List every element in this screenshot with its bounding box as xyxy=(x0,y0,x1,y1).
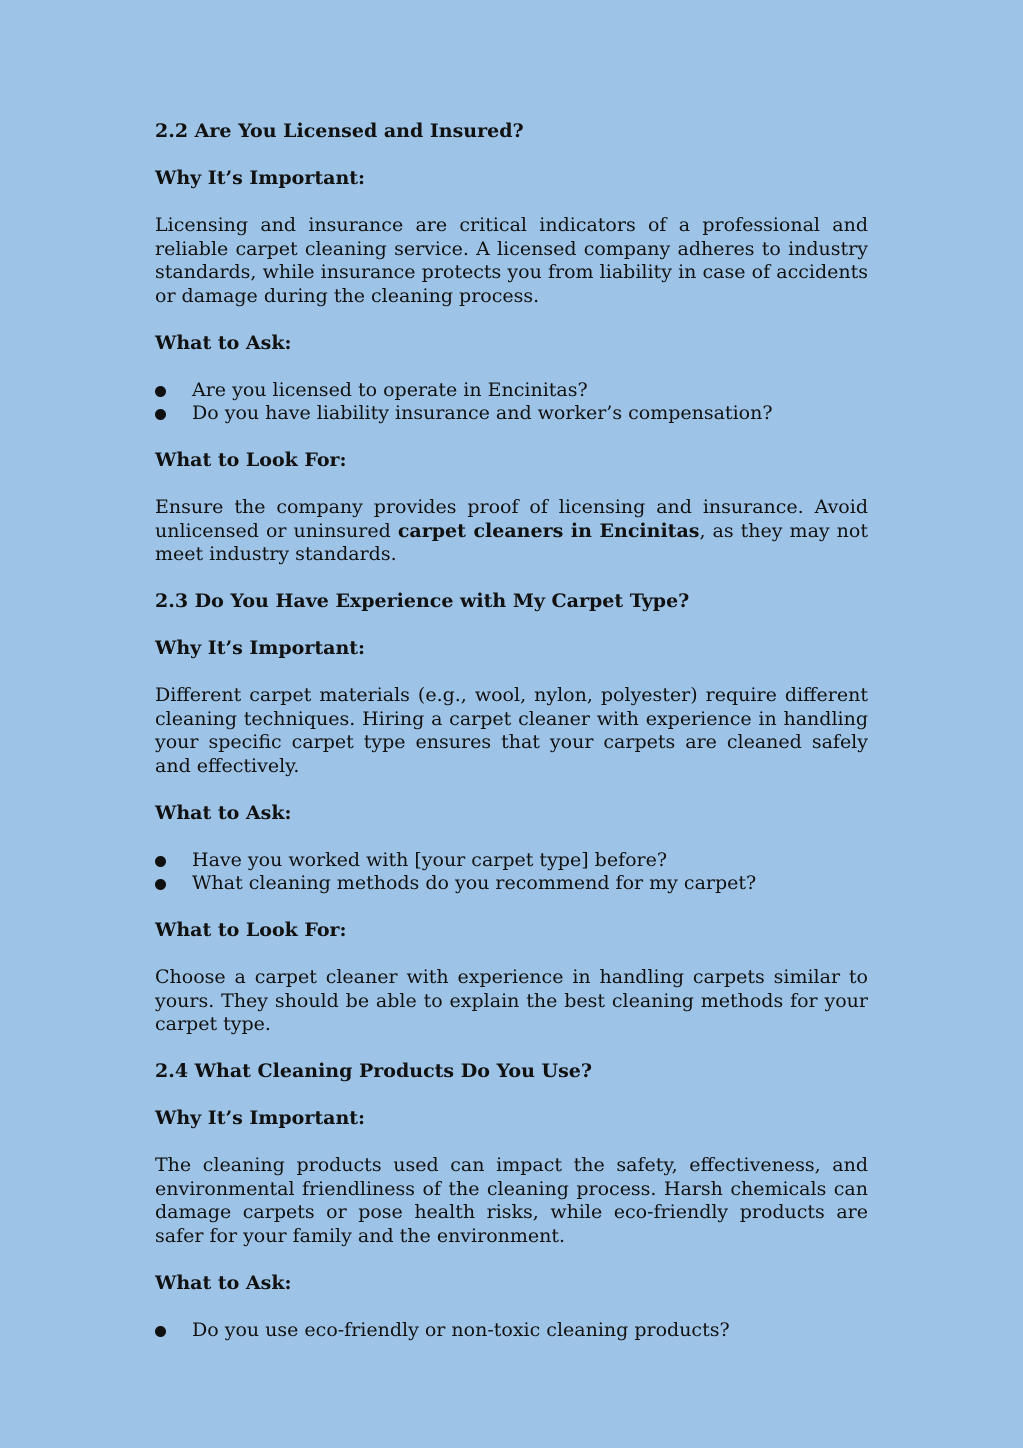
why-important-label: Why It’s Important: xyxy=(155,167,366,189)
text-run: Ensure the company provides proof of licensing and insurance. Avoid unlicensed or uninsured xyxy=(155,496,868,542)
list-item-text: What cleaning methods do you recommend for my carpet? xyxy=(192,872,757,894)
list-item xyxy=(155,1319,868,1343)
what-to-look-for-label: What to Look For: xyxy=(155,919,347,941)
why-important-text: The cleaning products used can impact the safety, effectiveness, and environmental friendliness of the cleaning process. Harsh chemicals can damage carpets or pose health risks, while eco-friendly products are safer for your family and the environment. xyxy=(155,1154,868,1247)
list-item-text: Are you licensed to operate in Encinitas? xyxy=(192,378,588,401)
question-list xyxy=(155,1319,868,1343)
bullet-icon xyxy=(155,856,166,867)
list-item xyxy=(155,379,868,403)
section-heading: 2.2 Are You Licensed and Insured? xyxy=(155,120,524,142)
document-content xyxy=(155,120,868,1342)
list-item xyxy=(155,872,868,896)
list-item xyxy=(155,402,868,426)
what-to-ask-label: What to Ask: xyxy=(155,331,292,354)
what-to-ask-label: What to Ask: xyxy=(155,801,292,824)
why-important-label: Why It’s Important: xyxy=(155,1107,366,1129)
why-important-text: Different carpet materials (e.g., wool, nylon, polyester) require different cleaning techniques. Hiring a carpet cleaner with experience in handling your specific carpet type ensures that your carpets are cleaned safely and effectively. xyxy=(155,684,868,777)
why-important-text: Licensing and insurance are critical indicators of a professional and reliable carpet cleaning service. A licensed company adheres to industry standards, while insurance protects you from liability in case of accidents or damage during the cleaning process. xyxy=(155,214,868,307)
what-to-look-for-label: What to Look For: xyxy=(155,449,347,471)
text-run: , as they may not meet industry standards. xyxy=(155,519,868,565)
bullet-icon xyxy=(155,879,166,890)
list-item xyxy=(155,849,868,873)
question-list xyxy=(155,849,868,896)
section-heading: 2.4 What Cleaning Products Do You Use? xyxy=(155,1060,592,1082)
bullet-icon xyxy=(155,386,166,397)
what-to-look-for-text: Choose a carpet cleaner with experience in handling carpets similar to yours. They should be able to explain the best cleaning methods for your carpet type. xyxy=(155,966,868,1035)
what-to-ask-label: What to Ask: xyxy=(155,1271,292,1294)
list-item-text: Do you use eco-friendly or non-toxic cleaning products? xyxy=(192,1318,730,1341)
bullet-icon xyxy=(155,409,166,420)
keyword-emphasis: carpet cleaners in Encinitas xyxy=(397,519,700,542)
question-list xyxy=(155,379,868,426)
bullet-icon xyxy=(155,1326,166,1337)
list-item-text: Have you worked with [your carpet type] before? xyxy=(192,848,668,871)
list-item-text: Do you have liability insurance and worker’s compensation? xyxy=(192,402,773,424)
what-to-look-for-text xyxy=(155,496,868,567)
why-important-label: Why It’s Important: xyxy=(155,637,366,659)
section-heading: 2.3 Do You Have Experience with My Carpet Type? xyxy=(155,590,690,612)
